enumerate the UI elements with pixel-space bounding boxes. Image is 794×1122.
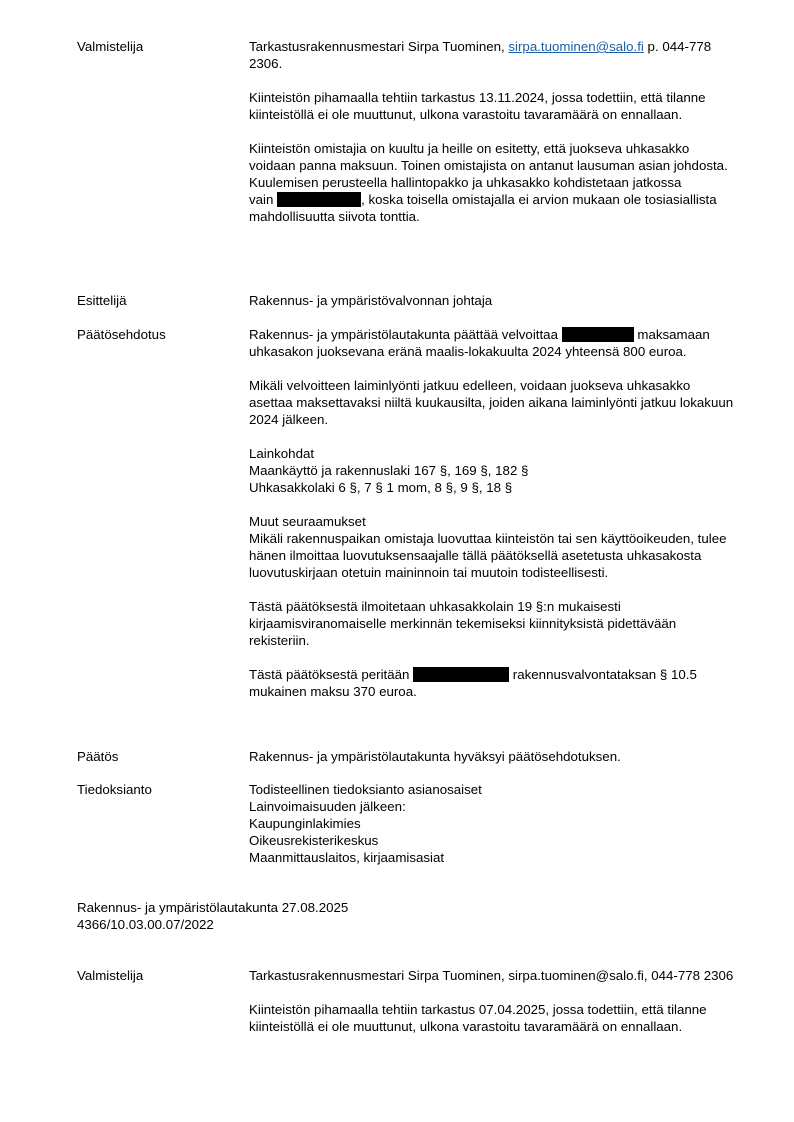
- meeting-title: Rakennus- ja ympäristölautakunta 27.08.2025: [77, 900, 349, 915]
- hearing-conclusion-pre: vain: [249, 192, 278, 207]
- valmistelija-name: Tarkastusrakennusmestari Sirpa Tuominen, sirpa.tuominen@salo.fi, 044-778 2306: [249, 968, 734, 983]
- tiedoksianto-item: Kaupunginlakimies: [249, 816, 361, 831]
- hearing-conclusion-post: , koska toisella omistajalla ei arvion mukaan ole tosiasiallista mahdollisuutta siivota tonttia.: [249, 192, 717, 224]
- muut-title: Muut seuraamukset: [249, 514, 366, 529]
- valmistelija-content: [249, 38, 737, 225]
- redacted-name: [277, 192, 361, 207]
- tiedoksianto-item: Maanmittauslaitos, kirjaamisasiat: [249, 850, 445, 865]
- paatosehdotus-label: Päätösehdotus: [77, 327, 166, 342]
- tiedoksianto-item: Todisteellinen tiedoksianto asianosaiset: [249, 782, 482, 797]
- tiedoksianto-item: Lainvoimaisuuden jälkeen:: [249, 799, 406, 814]
- fee-post: rakennusvalvontataksan § 10.5 mukainen maksu 370 euroa.: [249, 667, 697, 699]
- valmistelija-content: [249, 967, 737, 1035]
- fee-pre: Tästä päätöksestä peritään: [249, 667, 414, 682]
- esittelija-value: Rakennus- ja ympäristövalvonnan johtaja: [249, 293, 493, 308]
- diary-number: 4366/10.03.00.07/2022: [77, 917, 214, 932]
- lainkohdat-item: Uhkasakkolaki 6 §, 7 § 1 mom, 8 §, 9 §, 18 §: [249, 480, 513, 495]
- inspection-paragraph: Kiinteistön pihamaalla tehtiin tarkastus 07.04.2025, jossa todettiin, että tilanne kiinteistöllä ei ole muuttunut, ulkona varastoitu tavaramäärä on ennallaan.: [249, 1002, 707, 1034]
- paatos-value: Rakennus- ja ympäristölautakunta hyväksyi päätösehdotuksen.: [249, 749, 621, 764]
- hearing-paragraph: Kiinteistön omistajia on kuultu ja heille on esitetty, että juokseva uhkasakko voidaan panna maksuun. Toinen omistajista on antanut lausuman asian johdosta.: [249, 141, 728, 173]
- tiedoksianto-list: [249, 781, 737, 866]
- muut-text: Mikäli rakennuspaikan omistaja luovuttaa kiinteistön tai sen käyttöoikeuden, tulee hänen ilmoittaa luovutuksensaajalle tällä päätöksellä asetetusta uhkasakosta luovutuskirjaan otetuin maininnoin tai muutoin todisteellisesti.: [249, 531, 727, 580]
- tiedoksianto-label: Tiedoksianto: [77, 782, 152, 797]
- meeting-header: [77, 899, 677, 933]
- registration-paragraph: Tästä päätöksestä ilmoitetaan uhkasakkolain 19 §:n mukaisesti kirjaamisviranomaiselle merkinnän tekemiseksi kiinnityksistä pidettävään rekisteriin.: [249, 599, 677, 648]
- redacted-name: [413, 667, 509, 682]
- valmistelija-label: Valmistelija: [77, 39, 144, 54]
- proposal-post: maksamaan uhkasakon juoksevana eränä maalis-lokakuulta 2024 yhteensä 800 euroa.: [249, 327, 710, 359]
- paatos-label: Päätös: [77, 749, 119, 764]
- valmistelija-name: Tarkastusrakennusmestari Sirpa Tuominen,: [249, 39, 509, 54]
- valmistelija-label: Valmistelija: [77, 968, 144, 983]
- email-link[interactable]: sirpa.tuominen@salo.fi: [508, 39, 644, 54]
- paatosehdotus-content: [249, 326, 737, 700]
- lainkohdat-title: Lainkohdat: [249, 446, 315, 461]
- continuation-paragraph: Mikäli velvoitteen laiminlyönti jatkuu edelleen, voidaan juokseva uhkasakko asettaa maksettavaksi niiltä kuukausilta, joiden aikana laiminlyönti jatkuu lokakuun 2024 jälkeen.: [249, 378, 734, 427]
- lainkohdat-item: Maankäyttö ja rakennuslaki 167 §, 169 §, 182 §: [249, 463, 529, 478]
- esittelija-label: Esittelijä: [77, 293, 127, 308]
- tiedoksianto-item: Oikeusrekisterikeskus: [249, 833, 379, 848]
- inspection-paragraph: Kiinteistön pihamaalla tehtiin tarkastus 13.11.2024, jossa todettiin, että tilanne kiinteistöllä ei ole muuttunut, ulkona varastoitu tavaramäärä on ennallaan.: [249, 90, 706, 122]
- redacted-name: [562, 327, 634, 342]
- valmistelija-phone: p. 044-778 2306.: [249, 39, 712, 71]
- hearing-conclusion-line1: Kuulemisen perusteella hallintopakko ja uhkasakko kohdistetaan jatkossa: [249, 175, 682, 190]
- proposal-pre: Rakennus- ja ympäristölautakunta päättää velvoittaa: [249, 327, 562, 342]
